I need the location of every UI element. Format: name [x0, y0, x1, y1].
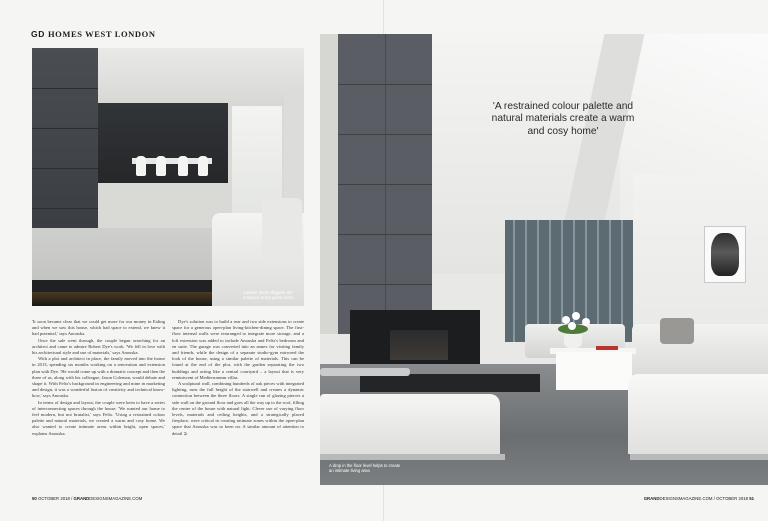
photo-caption-right: A drop in the floor level helps to create an intimate living area	[329, 463, 401, 473]
site-name: DESIGNSMAGAZINE.COM	[659, 496, 713, 501]
page-footer-left: 50 OCTOBER 2018 / GRANDDESIGNSMAGAZINE.COM	[32, 496, 143, 501]
paragraph: A sculptural wall, combining hundreds of oak pieces with integrated lighting, runs the full height of the stairwell and creates a dynamic connection between the three floors. A single run of glazing pierces a side wall on the ground floor and goes all the way up to the roof, filling the centre of the house with natural light. Clever use of varying floor levels, materials and ceiling heights, and a strategically placed fireplace, were critical in creating intimate zones within the open-plan space that Anouska was so keen on. A similar amount of attention to detail ➲	[172, 381, 304, 436]
body-column-1	[32, 319, 165, 437]
paragraph: Dye's solution was to build a rear and two side extensions to create space for a generous open-plan living-kitchen-dining space. The first-floor internal walls were rearranged to integrate more storage, and a loft extension was added to include Anouska and Felix's bedroom and en suite. The garage was converted into an annex for visiting family and friends, while the design of a separate studio-gym mirrored the look of the house, using a similar palette of materials. This can be found at the end of the plot, with the garden separating the two buildings and acting like a central courtyard – a layout that is very reminiscent of Mediterranean villas.	[172, 319, 304, 380]
paragraph: In terms of design and layout, the couple were keen to have a series of interconnecting spaces through the house. 'We wanted our home to feel modern, but not brutalist,' says Felix. 'Using a restrained colour palette and natural materials, we created a warm and cosy home. We also wanted to create intimate areas within bright, open spaces,' explains Anouska.	[32, 399, 165, 436]
paragraph: With a plot and architect in place, the family moved into the house in 2013, spending six months working on a renovation and extension plan with Dye. 'He would come up with a dramatic concept and then the three of us, along with his colleague, Jason Coleman, would debate and shape it. With Felix's background in engineering and mine in marketing and design, it was a wonderful fusion of creativity and technical know-how,' says Anouska.	[32, 356, 165, 399]
section-header	[31, 29, 156, 39]
page-number: 51	[749, 496, 754, 501]
site-name-bold: GRAND	[73, 496, 90, 501]
issue-date: OCTOBER 2018	[37, 496, 70, 501]
site-name-bold: GRAND	[643, 496, 660, 501]
body-column-2	[172, 319, 304, 437]
page-footer-right: GRANDDESIGNSMAGAZINE.COM / OCTOBER 2018 51	[643, 496, 754, 501]
site-name: DESIGNSMAGAZINE.COM	[89, 496, 143, 501]
fireplace-column	[338, 34, 432, 334]
page-number: 50	[32, 496, 37, 501]
photo-caption-left: Cabinet doors disguise the entrance to the guest room	[243, 290, 294, 300]
portrait-artwork	[704, 226, 746, 283]
issue-date: OCTOBER 2018	[716, 496, 749, 501]
pull-quote: 'A restrained colour palette and natural materials create a warm and cosy home'	[491, 101, 635, 137]
paragraph: Once the sale went through, the couple began searching for an architect and came to admire Robert Dye's work. 'We fell in love with his architectural style and use of materials,' says Anouska.	[32, 337, 165, 356]
magazine-logo: GD	[31, 29, 45, 39]
section-title: HOMES WEST LONDON	[47, 29, 156, 39]
paragraph: 'It soon became clear that we could get more for our money in Ealing and when we saw this house, which had space to extend, we knew it had potential,' says Anouska.	[32, 319, 165, 337]
interior-photo-kitchen	[32, 48, 304, 306]
